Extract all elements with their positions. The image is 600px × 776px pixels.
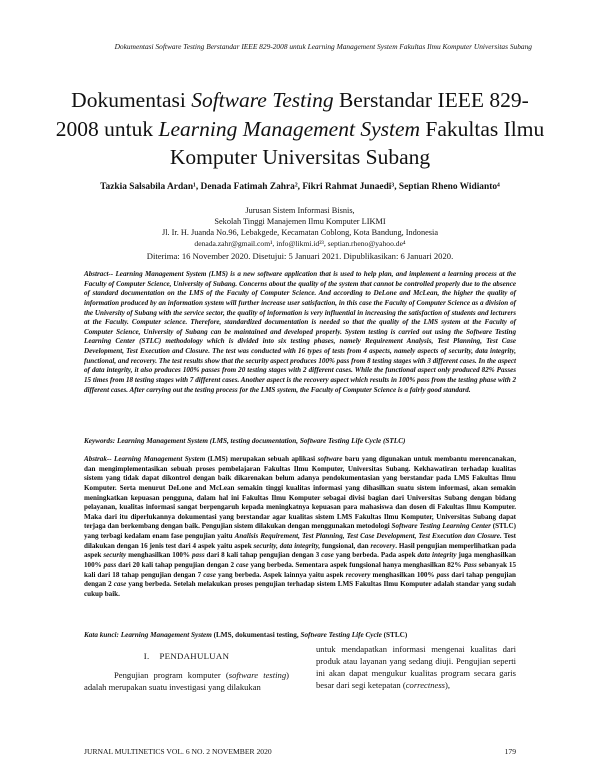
author-list: Tazkia Salsabila Ardan¹, Denada Fatimah Zahra², Fikri Rahmat Junaedi³, Septian Rheno Widianto⁴ (100, 182, 500, 192)
abstract-id-seg: baru yang digunakan untuk membantu merencanakan, dan mengimplementasikan sebuah proses pembelajaran Fakultas Ilmu Komputer, Universitas Subang. Kekhawatiran terhadap kualitas sistem yang tidak dapat dikontrol dengan baik dikarenakan belum adanya pendokumentasian yang berstandar pada LMS Fakultas Ilmu Komputer. Serta menurut DeLone and McLean semakin tinggi kualitas informasi yang dihasilkan suatu sistem informasi, akan semakin meningkatkan kepuasan pengguna, dalam hal ini Fakultas Ilmu Komputer sebagai divisi bagian dari Universitas Subang dengan bidang pelayanan, kualitas informasi sangat berpengaruh kepada meningkatnya kepuasan para mahasiswa dan dosen di Fakultas Ilmu Komputer. Maka dari itu diperlukannya dokumentasi yang berstandar agar kualitas sistem LMS Fakultas Ilmu Komputer, Universitas Subang dapat terjaga dan berkembang dengan baik. Pengujian sistem dilakukan dengan menggunakan metodologi (84, 455, 516, 531)
abstract-id-seg: juga menghasilkan 100% (84, 551, 516, 570)
abstract-id-seg: Software Testing Learning Center (391, 522, 491, 531)
intro-seg: Pengujian program komputer ( (114, 670, 229, 681)
abstract-id-seg: sebanyak 15 kali dari 18 tahap pengujian dengan 7 (84, 561, 517, 579)
abstract-id-seg: pass (191, 551, 205, 560)
right-seg: ), (445, 679, 451, 690)
affiliation-department: Jurusan Sistem Informasi Bisnis, (245, 206, 355, 215)
left-column (84, 650, 289, 694)
abstract-id-seg: . Hasil pengujian memperlihatkan pada aspek (84, 541, 516, 560)
abstract-id-seg: (STLC) yang terbagi kedalam enam fase pengujian yaitu (84, 522, 516, 541)
abstract-english: Abstract-- Learning Management System (LMS) is a new software application that is used to help plan, and implement a learning process at the Faculty of Computer Science, University of Subang. Concerns about the quality of the system that cannot be controlled properly due to the absence of standard documentation on the LMS of the Faculty of Computer Science. And according to DeLone and McLean, the higher the quality of information produced by an information system will further increase user satisfaction, in this case the Faculty of Computer Science as a division of the University of Subang with the service sector, the quality of information is very influential in increasing the satisfaction of students and lecturers at the Faculty. Computer science. Therefore, standardized documentation is needed so that the quality of the LMS system at the Faculty of Computer Science, University of Subang can be maintained and developed properly. System testing is carried out using the Software Testing Learning Center (STLC) methodology which is divided into six testing phases, namely Requirement Analysis, Test Planning, Test Case Development, Test Execution and Closure. The test was conducted with 16 types of tests from 4 aspects, namely aspects of security, data integrity, functional, and recovery. The test results show that the security aspect produces 100% pass from 8 testing stages with 3 different cases. In the aspect of data integrity, it also produces 100% passes from 20 testing stages with 2 different cases. While the functional aspect only produced 82% Passes 15 times from 18 testing stages with 7 different cases. Another aspect is the recovery aspect which results in 100% pass from the testing phase with 2 different cases. After carrying out the testing process for the LMS system, the Faculty of Computer Science is a fairly good standard. (84, 270, 516, 394)
title-part-4: Learning Management System (158, 116, 421, 141)
page-footer (84, 747, 516, 756)
affiliation (60, 206, 540, 249)
keywords-english: Keywords: Learning Management System (LMS, testing documentation, Software Testing Life Cycle (STLC) (84, 437, 406, 445)
abstract-id-seg: case (203, 570, 216, 579)
abstract-id-seg: case (113, 580, 127, 589)
right-seg: correctness (405, 679, 446, 690)
abstract-id-seg: Pass (463, 561, 477, 570)
keywords-id-seg: Software Testing Life Cycle (300, 631, 382, 639)
right-paragraph (316, 644, 516, 691)
page-number: 179 (504, 747, 516, 756)
title-part-1: Dokumentasi (71, 88, 192, 112)
publication-dates: Diterima: 16 November 2020. Disetujui: 5 Januari 2021. Dipublikasikan: 6 Januari 2020. (146, 251, 454, 261)
intro-seg: software testing (228, 670, 287, 681)
abstract-id-label: Abstrak-- (84, 455, 115, 463)
abstract-id-seg: recovery (370, 541, 396, 550)
abstract-id-seg: pass (436, 570, 450, 579)
paper-title (50, 86, 550, 172)
abstract-id-seg: (LMS) merupakan sebuah aplikasi (205, 455, 318, 463)
abstract-id-seg: Analisis Requirement, Test Planning, Test Case Development, Test Execution dan Closure. (234, 532, 502, 541)
keywords-id-seg: (LMS, dokumentasi testing, (211, 631, 301, 639)
abstract-id-seg: pass (103, 561, 117, 570)
abstract-id-seg: Learning Management System (114, 455, 206, 463)
affiliation-institution: Sekolah Tinggi Manajemen Ilmu Komputer LIKMI (214, 216, 386, 226)
author-emails: denada.zahr@gmail.com¹, info@likmi.id²³, septian.rheno@yahoo.de⁴ (194, 238, 406, 248)
keywords-indonesian (84, 631, 524, 639)
keywords-id-seg: Learning Management System (120, 631, 212, 639)
section-heading-introduction: I. PENDAHULUAN (143, 651, 230, 661)
abstract-id-seg: dari 20 kali tahap pengujian dengan 2 (116, 561, 236, 570)
abstract-id-seg: yang berbeda. Pada aspek (333, 551, 418, 560)
intro-seg: ) adalah merupakan suatu investigasi yang dilakukan (84, 670, 289, 692)
abstract-id-seg: yang berbeda. Sementara aspek fungsional hanya menghasilkan 82% (248, 561, 464, 570)
abstract-id-seg: security (103, 551, 127, 560)
abstract-id-seg: yang berbeda. Aspek lainnya yaitu aspek (215, 570, 346, 579)
keywords-id-seg: (STLC) (381, 631, 408, 639)
abstract-indonesian (84, 455, 516, 600)
abstract-id-seg: dari tahap pengujian dengan 2 (84, 570, 516, 589)
title-part-3: Berstandar IEEE 829-2008 untuk (55, 88, 529, 141)
journal-name: JURNAL MULTINETICS VOL. 6 NO. 2 NOVEMBER 2020 (84, 747, 272, 756)
abstract-id-seg: case (235, 561, 249, 570)
right-column (316, 644, 516, 691)
abstract-id-seg: data integrity (417, 551, 457, 560)
abstract-id-seg: menghasilkan 100% (126, 551, 192, 560)
abstract-id-seg: recovery (345, 570, 371, 579)
abstract-id-seg: Test dilakukan dengan 16 jenis test dari 4 aspek yaitu aspek (84, 532, 516, 550)
abstract-id-seg: dari 8 kali tahap pengujian dengan 3 (204, 551, 322, 560)
title-part-2: Software Testing (191, 88, 334, 112)
intro-paragraph (84, 670, 289, 694)
abstract-id-seg: yang berbeda. Setelah melakukan proses pengujian terhadap sistem LMS Fakultas Ilmu Komputer adalah standar yang sudah cukup baik. (84, 580, 517, 598)
abstract-id-seg: menghasilkan 100% (370, 570, 437, 579)
keywords-id-label: Kata kunci: (84, 631, 121, 639)
title-part-5: Fakultas Ilmu Komputer Universitas Subang (169, 116, 545, 170)
abstract-id-seg: case (321, 551, 334, 560)
abstract-id-seg: security, data integrity, (253, 541, 321, 550)
abstract-id-seg: software (317, 455, 343, 463)
abstract-id-seg: fungsional, dan (320, 541, 371, 550)
running-head: Dokumentasi Software Testing Berstandar IEEE 829-2008 untuk Learning Management System Fakultas Ilmu Komputer Universitas Subang (114, 42, 532, 51)
affiliation-address: Jl. Ir. H. Juanda No.96, Lebakgede, Kecamatan Coblong, Kota Bandung, Indonesia (161, 227, 439, 237)
right-seg: untuk mendapatkan informasi mengenai kualitas dari produk atau layanan yang sedang diuji. Pengujian seperti ini akan dapat mengukur kualitas program secara garis besar dari segi ketepatan ( (316, 644, 516, 690)
